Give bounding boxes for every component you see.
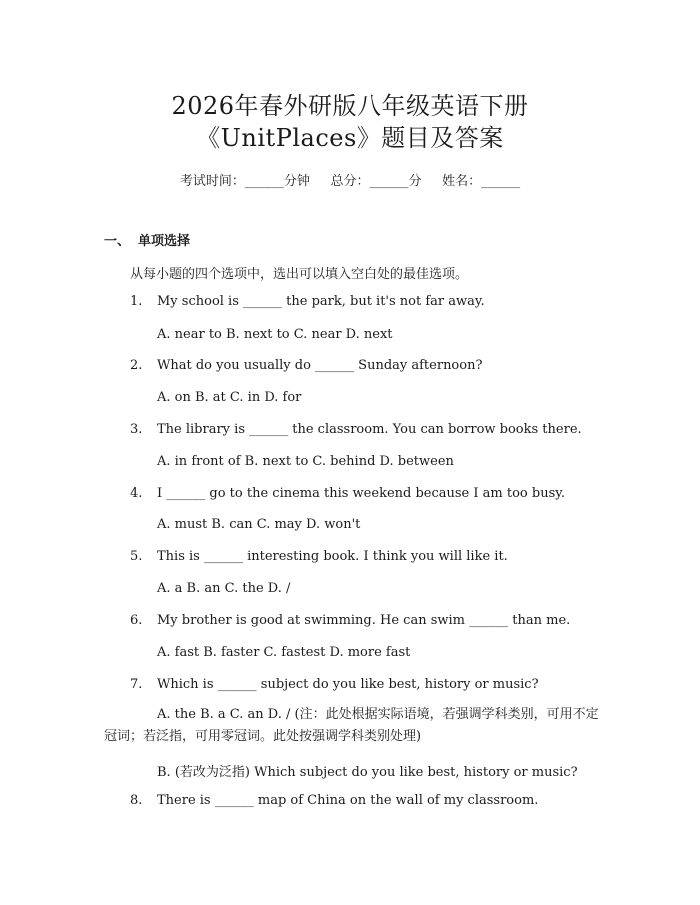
question-options: A. near to B. next to C. near D. next — [157, 327, 393, 342]
exam-meta-info: 考试时间：______分钟 总分：______分 姓名：______ — [179, 174, 521, 189]
question-number: 5. — [130, 549, 143, 564]
document-title-line2: 《UnitPlaces》题目及答案 — [196, 124, 504, 152]
question-options-with-note: A. the B. a C. an D. / (注：此处根据实际语境，若强调学科类别，可用不定冠词；若泛指，可用零冠词。此处按强调学科类别处理) — [104, 707, 599, 744]
question-number: 3. — [130, 422, 143, 437]
question-number: 1. — [130, 294, 143, 309]
document-title-line1: 2026年春外研版八年级英语下册 — [171, 92, 529, 120]
question-options: A. in front of B. next to C. behind D. between — [157, 454, 454, 469]
section-title: 单项选择 — [138, 234, 191, 249]
question-text: My school is ______ the park, but it's not far away. — [157, 294, 485, 309]
question-options: A. must B. can C. may D. won't — [157, 517, 361, 532]
question-text: There is ______ map of China on the wall of my classroom. — [157, 793, 539, 808]
question-text: My brother is good at swimming. He can swim ______ than me. — [157, 613, 571, 628]
question-number: 7. — [130, 677, 143, 692]
question-text: The library is ______ the classroom. You can borrow books there. — [157, 422, 582, 437]
section-heading — [104, 230, 190, 249]
section-number: 一、 — [104, 234, 131, 249]
question-options: A. on B. at C. in D. for — [157, 390, 302, 405]
question-options-alternate: B. (若改为泛指) Which subject do you like best, history or music? — [157, 765, 578, 780]
question-text: I ______ go to the cinema this weekend because I am too busy. — [157, 486, 565, 501]
question-number: 4. — [130, 486, 143, 501]
question-number: 6. — [130, 613, 143, 628]
question-options: A. fast B. faster C. fastest D. more fast — [157, 645, 411, 660]
question-number: 2. — [130, 358, 143, 373]
question-text: What do you usually do ______ Sunday afternoon? — [157, 358, 483, 373]
question-options: A. a B. an C. the D. / — [157, 581, 291, 596]
question-text: This is ______ interesting book. I think you will like it. — [157, 549, 508, 564]
question-text: Which is ______ subject do you like best, history or music? — [157, 677, 539, 692]
section-instruction: 从每小题的四个选项中，选出可以填入空白处的最佳选项。 — [130, 267, 469, 282]
question-number: 8. — [130, 793, 143, 808]
